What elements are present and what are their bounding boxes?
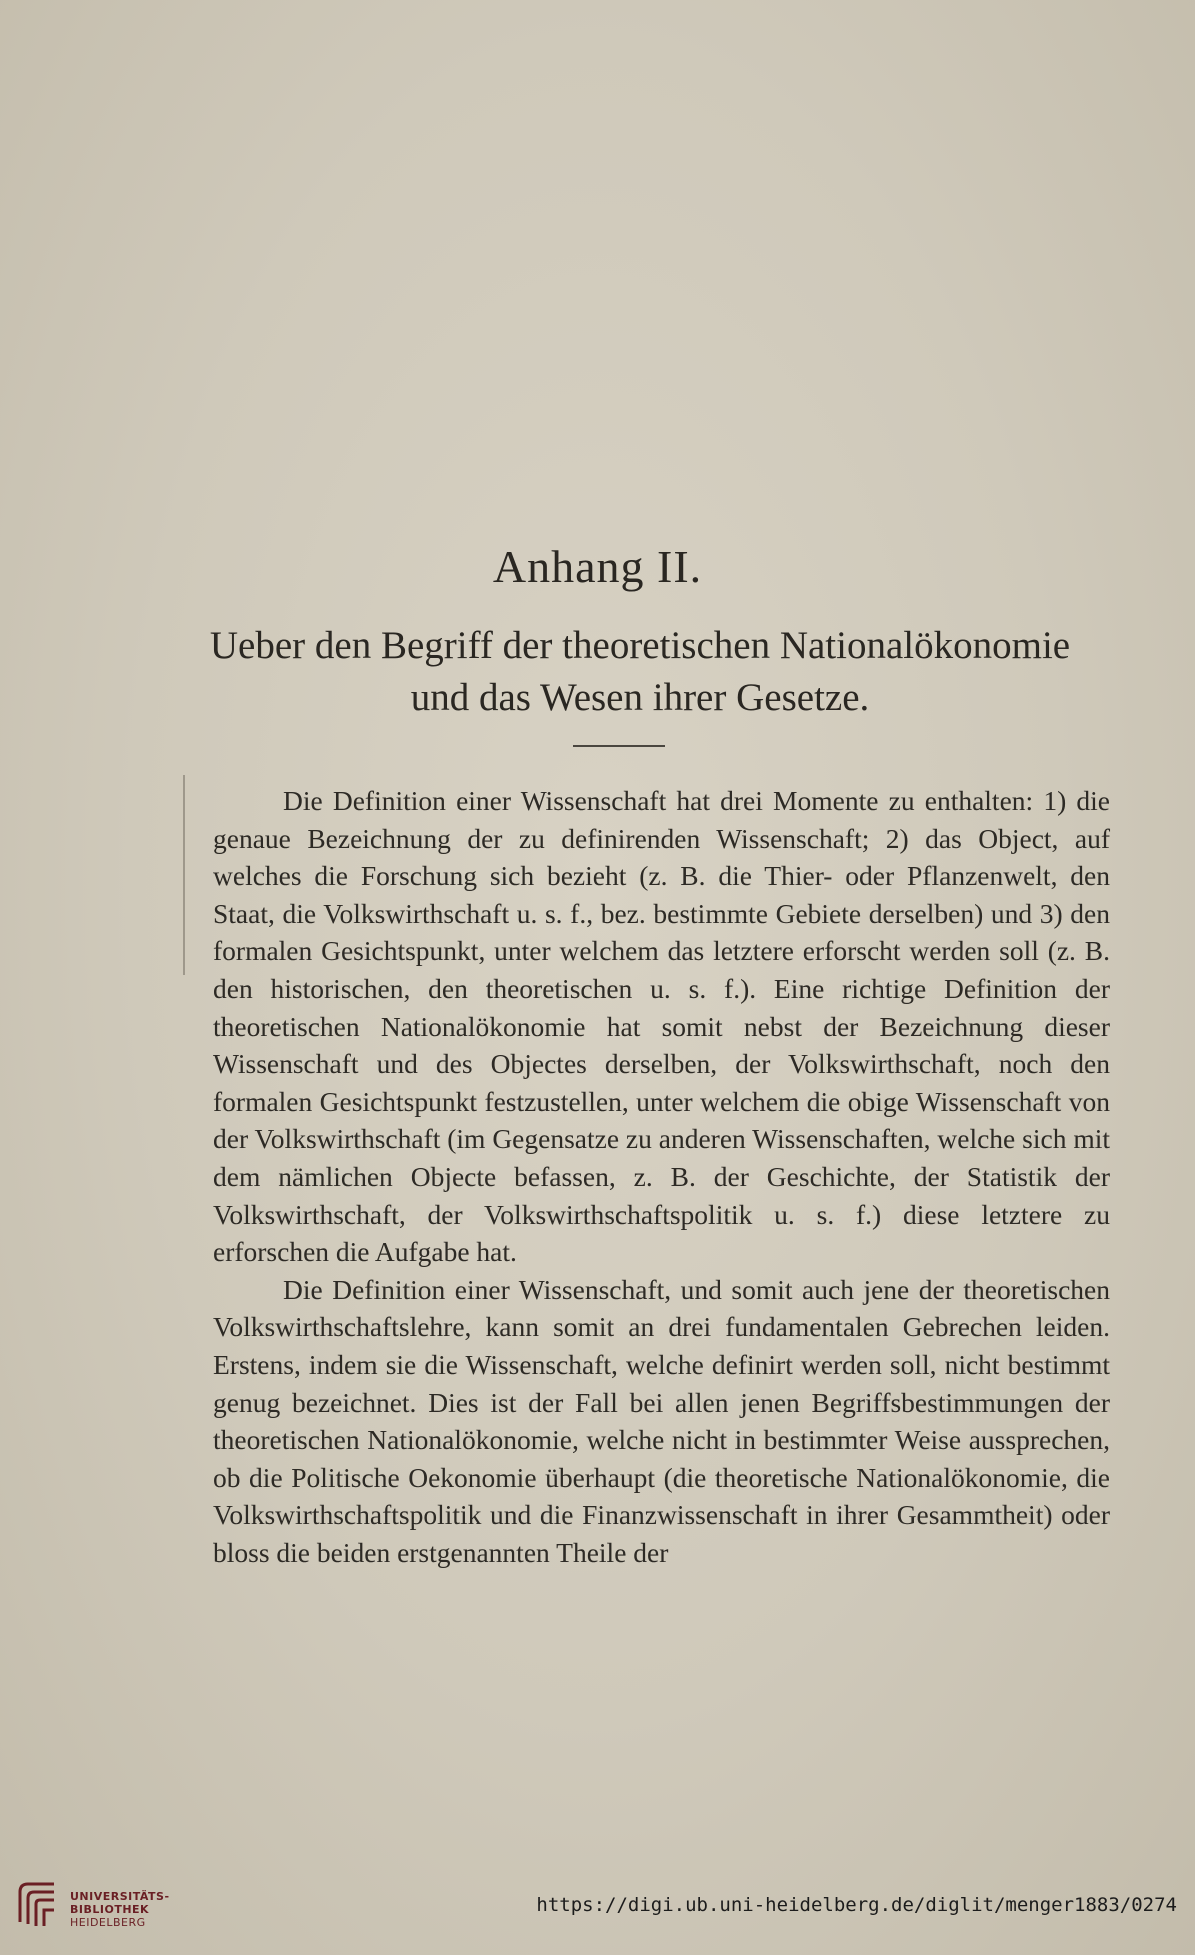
subtitle-line-1: Ueber den Begriff der theoretischen Nationalökonomie [209, 624, 1071, 667]
digitization-footer [0, 1868, 1195, 1955]
body-text [213, 782, 1110, 1571]
paragraph-2: Die Definition einer Wissenschaft, und somit auch jene der theoretischen Volkswirthschaftslehre, kann somit an drei fundamentalen Gebrechen leiden. Erstens, indem sie die Wissenschaft, welche definirt werden soll, nicht bestimmt genug bezeichnet. Dies ist der Fall bei allen jenen Begriffsbestimmungen der theoretischen Nationalökonomie, welche nicht in bestimmter Weise aussprechen, ob die Politische Oekonomie überhaupt (die theoretische Nationalökonomie, die Volkswirthschaftspolitik und die Finanzwissenschaft in ihrer Gesammtheit) oder bloss die beiden erstgenannten Theile der [213, 1273, 1110, 1568]
library-logo-icon [14, 1878, 62, 1930]
subtitle-line-2: und das Wesen ihrer Gesetze. [410, 676, 870, 719]
divider-rule [573, 745, 665, 747]
appendix-subtitle [150, 620, 1130, 724]
appendix-title: Anhang II. [492, 541, 703, 592]
pencil-margin-mark [183, 775, 185, 975]
paragraph-1: Die Definition einer Wissenschaft hat drei Momente zu enthalten: 1) die genaue Bezeichnung der zu definirenden Wissenschaft; 2) das Object, auf welches die Forschung sich bezieht (z. B. die Thier- oder Pflanzenwelt, den Staat, die Volkswirthschaft u. s. f., bez. bestimmte Gebiete derselben) und 3) den formalen Gesichtspunkt, unter welchem das letztere erforscht werden soll (z. B. den historischen, den theoretischen u. s. f.). Eine richtige Definition der theoretischen Nationalökonomie hat somit nebst der Bezeichnung dieser Wissenschaft und des Objectes derselben, der Volkswirthschaft, noch den formalen Gesichtspunkt festzustellen, unter welchem die obige Wissenschaft von der Volkswirthschaft (im Gegensatze zu anderen Wissenschaften, welche sich mit dem nämlichen Objecte befassen, z. B. der Geschichte, der Statistik der Volkswirthschaft, der Volkswirthschaftspolitik u. s. f.) diese letztere zu erforschen die Aufgabe hat. [213, 785, 1110, 1268]
library-name: UNIVERSITÄTS- BIBLIOTHEK HEIDELBERG [70, 1890, 170, 1929]
source-url-link[interactable]: https://digi.ub.uni-heidelberg.de/diglit/menger1883/0274 [536, 1894, 1177, 1916]
